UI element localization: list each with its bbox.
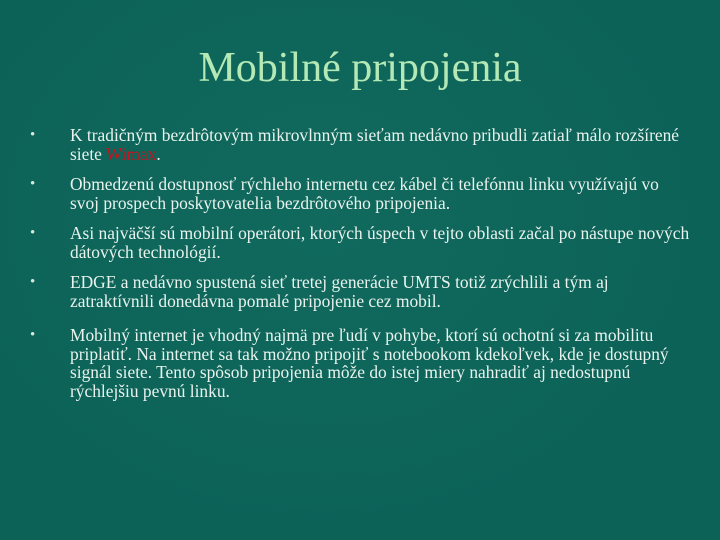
bullet-text: Obmedzenú dostupnosť rýchleho internetu cez kábel či telefónnu linku využívajú vo svoj prospech poskytovatelia bezdrôtového pripojenia. — [70, 174, 659, 213]
bullet-icon: • — [30, 127, 36, 143]
bullet-list — [30, 126, 692, 400]
bullet-text: Asi najväčší sú mobilní operátori, ktorých úspech v tejto oblasti začal po nástupe nových dátových technológií. — [70, 223, 690, 262]
bullet-text-end: . — [156, 143, 161, 164]
bullet-text: EDGE a nedávno spustená sieť tretej generácie UMTS totiž zrýchlili a tým aj zatraktívnili donedávna pomalé pripojenie cez mobil. — [70, 272, 609, 311]
bullet-item — [30, 326, 692, 400]
highlighted-term: Wimax — [105, 143, 157, 164]
bullet-icon: • — [30, 176, 36, 192]
bullet-item — [30, 126, 692, 163]
bullet-icon: • — [30, 274, 36, 290]
bullet-item — [30, 224, 692, 261]
bullet-icon: • — [30, 225, 36, 241]
bullet-text: Mobilný internet je vhodný najmä pre ľudí v pohybe, ktorí sú ochotní si za mobilitu priplatiť. Na internet sa tak možno pripojiť s notebookom kdekoľvek, kde je dostupný signál siete. Tento spôsob pripojenia môže do istej miery nahradiť aj nedostupnú rýchlejšiu pevnú linku. — [70, 325, 669, 401]
bullet-item — [30, 175, 692, 212]
bullet-icon: • — [30, 327, 36, 343]
bullet-text: K tradičným bezdrôtovým mikrovlnným sieťam nedávno pribudli zatiaľ málo rozšírené siete — [70, 125, 679, 164]
bullet-item — [30, 273, 692, 310]
slide-title: Mobilné pripojenia — [198, 45, 522, 91]
